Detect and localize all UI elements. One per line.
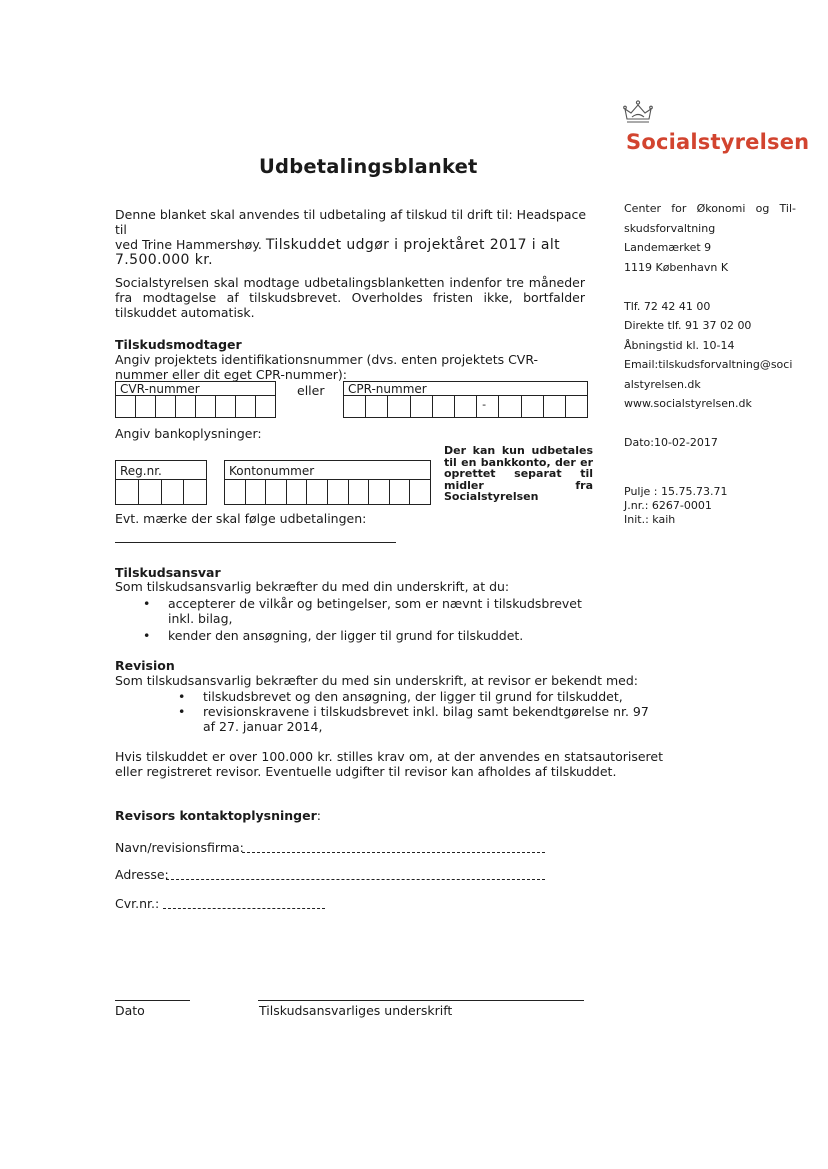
letter-date: Dato:10-02-2017: [624, 436, 718, 449]
responsibility-intro: Som tilskudsansvarlig bekræfter du med din underskrift, at du:: [115, 579, 510, 594]
reg-label: Reg.nr.: [115, 460, 207, 480]
intro-line-2: [115, 237, 595, 253]
auditor-name-label: Navn/revisionsfirma:: [115, 840, 244, 855]
cvr-digit[interactable]: [176, 396, 196, 417]
sender-org-line-1: Center for Økonomi og Til-: [624, 202, 796, 215]
cpr-digit[interactable]: [388, 396, 410, 417]
mark-label: Evt. mærke der skal følge udbetalingen:: [115, 511, 367, 526]
pulje-number: Pulje : 15.75.73.71: [624, 485, 728, 498]
account-label: Kontonummer: [224, 460, 431, 480]
bank-instruction: Angiv bankoplysninger:: [115, 426, 262, 441]
reference-info: [624, 485, 727, 527]
cpr-input[interactable]: [343, 396, 588, 418]
cvr-digit[interactable]: [156, 396, 176, 417]
list-item: • accepterer de vilkår og betingelser, som er nævnt i tilskudsbrevet inkl. bilag,: [143, 596, 582, 626]
reg-digit[interactable]: [116, 480, 139, 504]
sender-phone: Tlf. 72 42 41 00: [624, 299, 711, 313]
date-line[interactable]: [115, 1000, 190, 1001]
initials: Init.: kaih: [624, 513, 676, 526]
cpr-separator: -: [482, 398, 487, 411]
auditor-cvr-line[interactable]: [163, 908, 325, 909]
sender-email-2: alstyrelsen.dk: [624, 377, 701, 391]
cpr-digit[interactable]: [499, 396, 521, 417]
auditor-address-label: Adresse:: [115, 867, 169, 882]
date-label: Dato: [115, 1003, 145, 1018]
sender-hours: Åbningstid kl. 10-14: [624, 338, 735, 352]
sender-info: [624, 199, 796, 453]
signature-line[interactable]: [258, 1000, 584, 1001]
cvr-digit[interactable]: [256, 396, 275, 417]
signature-label: Tilskudsansvarliges underskrift: [259, 1003, 453, 1018]
id-instruction: Angiv projektets identifikationsnummer (dvs. enten projektets CVR- nummer eller dit eget CPR-nummer):: [115, 352, 539, 382]
cpr-digit[interactable]: [411, 396, 433, 417]
account-input[interactable]: [224, 480, 431, 505]
account-digit[interactable]: [307, 480, 328, 504]
revision-heading: Revision: [115, 658, 175, 673]
journal-number: J.nr.: 6267-0001: [624, 499, 712, 512]
auditor-heading: Revisors kontaktoplysninger:: [115, 808, 321, 823]
intro-text: [115, 207, 595, 268]
revision-list: [178, 689, 653, 734]
account-digit[interactable]: [410, 480, 430, 504]
revision-intro: Som tilskudsansvarlig bekræfter du med sin underskrift, at revisor er bekendt med:: [115, 673, 638, 688]
account-digit[interactable]: [349, 480, 370, 504]
reg-digit[interactable]: [139, 480, 162, 504]
cvr-digit[interactable]: [196, 396, 216, 417]
responsibility-list: [143, 596, 608, 643]
reg-input[interactable]: [115, 480, 207, 505]
intro-amount: 7.500.000 kr.: [115, 252, 213, 268]
cpr-digit[interactable]: [366, 396, 388, 417]
auditor-cvr-label: Cvr.nr.:: [115, 896, 160, 911]
bank-note: Der kan kun udbetales til en bankkonto, der er oprettet separat til midler fra Socialstyrelsen: [444, 444, 593, 503]
cvr-digit[interactable]: [236, 396, 256, 417]
cpr-digit[interactable]: [522, 396, 544, 417]
cvr-label: CVR-nummer: [115, 381, 276, 396]
reg-digit[interactable]: [162, 480, 185, 504]
intro-recipient: ved Trine Hammershøy.: [115, 237, 262, 252]
or-label: eller: [297, 383, 325, 398]
cpr-separator-cell: [477, 396, 499, 417]
sender-city: 1119 København K: [624, 260, 729, 274]
cpr-label: CPR-nummer: [343, 381, 588, 396]
recipient-heading: Tilskudsmodtager: [115, 337, 242, 352]
account-digit[interactable]: [328, 480, 349, 504]
cpr-digit[interactable]: [544, 396, 566, 417]
deadline-text: Socialstyrelsen skal modtage udbetalingsblanketten indenfor tre måneder fra modtagelse af tilskudsbrevet. Overholdes fristen ikke, bortfalder tilskuddet automatisk.: [115, 275, 585, 320]
cvr-input[interactable]: [115, 396, 276, 418]
cpr-digit[interactable]: [455, 396, 477, 417]
sender-website: www.socialstyrelsen.dk: [624, 397, 752, 410]
reg-digit[interactable]: [184, 480, 206, 504]
brand-name: Socialstyrelsen: [626, 130, 810, 154]
cvr-digit[interactable]: [216, 396, 236, 417]
list-item: • kender den ansøgning, der ligger til grund for tilskuddet.: [143, 628, 524, 643]
sender-direct-phone: Direkte tlf. 91 37 02 00: [624, 319, 752, 332]
cpr-digit[interactable]: [344, 396, 366, 417]
account-digit[interactable]: [287, 480, 308, 504]
sender-street: Landemærket 9: [624, 241, 712, 254]
account-digit[interactable]: [390, 480, 411, 504]
list-item: • tilskudsbrevet og den ansøgning, der ligger til grund for tilskuddet,: [178, 689, 623, 704]
account-digit[interactable]: [246, 480, 267, 504]
account-digit[interactable]: [369, 480, 390, 504]
auditor-name-line[interactable]: [242, 852, 545, 853]
mark-input-line[interactable]: [115, 542, 396, 543]
responsibility-heading: Tilskudsansvar: [115, 565, 221, 580]
sender-email-1: Email:tilskudsforvaltning@soci: [624, 358, 793, 371]
page-title: Udbetalingsblanket: [259, 155, 478, 178]
account-digit[interactable]: [225, 480, 246, 504]
revision-note: Hvis tilskuddet er over 100.000 kr. stilles krav om, at der anvendes en statsautoriseret eller registreret revisor. Eventuelle udgifter til revisor kan afholdes af tilskuddet.: [115, 749, 663, 779]
intro-line-1: Denne blanket skal anvendes til udbetaling af tilskud til drift til: Headspace til: [115, 207, 587, 237]
auditor-address-line[interactable]: [166, 879, 545, 880]
list-item: • revisionskravene i tilskudsbrevet inkl. bilag samt bekendtgørelse nr. 97 af 27. januar 2014,: [178, 704, 649, 734]
cvr-digit[interactable]: [116, 396, 136, 417]
cpr-digit[interactable]: [433, 396, 455, 417]
cvr-digit[interactable]: [136, 396, 156, 417]
crown-icon: [620, 98, 656, 126]
intro-amount-text: Tilskuddet udgør i projektåret 2017 i alt: [265, 237, 561, 253]
account-digit[interactable]: [266, 480, 287, 504]
cpr-digit[interactable]: [566, 396, 587, 417]
sender-org-line-2: skudsforvaltning: [624, 221, 716, 235]
